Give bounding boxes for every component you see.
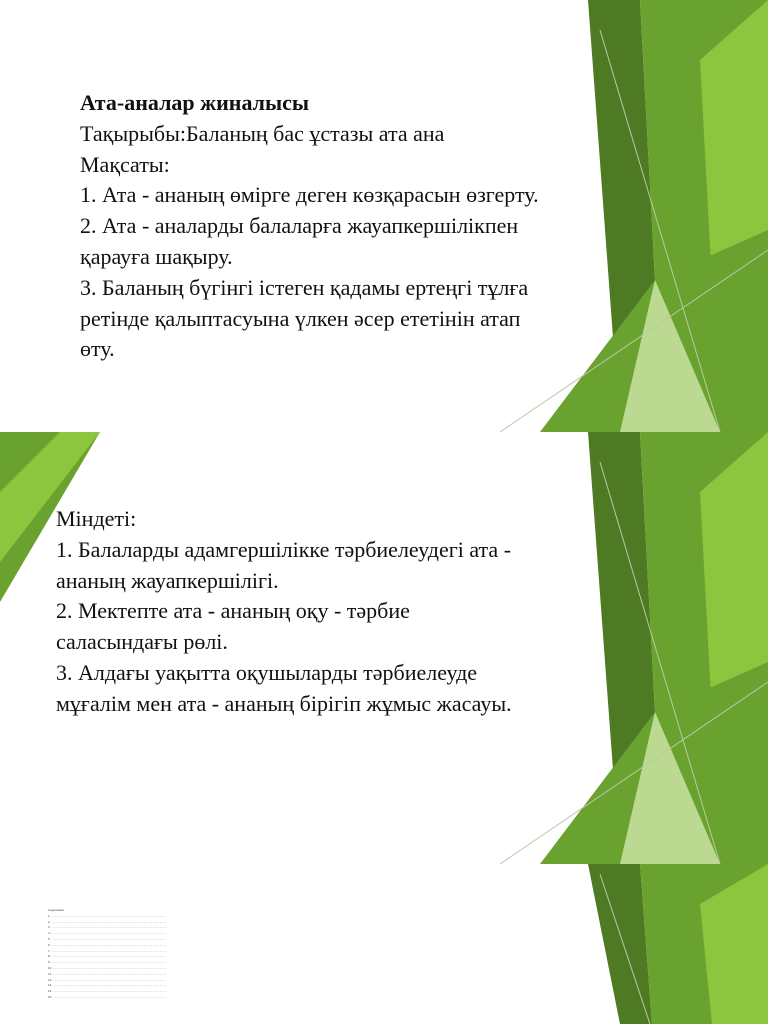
task-item: мұғалім мен ата - ананың бірігіп жұмыс жасауы. (56, 690, 512, 716)
questionnaire-line: 4. .......................................................................................................................................... (48, 931, 167, 936)
questionnaire-text (48, 908, 588, 1001)
goal-item: өту. (80, 336, 115, 362)
goal-item: 2. Ата - аналарды балаларға жауапкершілікпен (80, 213, 519, 239)
questionnaire-line: 15. ........................................................................................................................................ (48, 994, 167, 999)
task-item: 2. Мектепте ата - ананың оқу - тәрбие (56, 598, 410, 624)
questionnaire-line: Сауалнама (48, 908, 64, 912)
tasks-heading: Міндеті: (56, 506, 137, 531)
slide-3 (0, 864, 768, 1024)
task-item: 1. Балаларды адамгершілікке тәрбиелеудегі ата - (56, 536, 512, 562)
task-item: 3. Алдағы уақытта оқушыларды тәрбиелеуде (56, 659, 478, 685)
goal-item: қарауға шақыру. (80, 243, 233, 269)
task-item: саласындағы рөлі. (56, 629, 228, 655)
questionnaire-line: 3. .......................................................................................................................................... (48, 925, 167, 930)
goal-item: ретінде қалыптасуына үлкен әсер ететінін атап (80, 305, 521, 331)
task-item: ананың жауапкершілігі. (56, 567, 279, 593)
goal-item: 3. Баланың бүгінгі істеген қадамы ертеңгі тұлға (80, 274, 529, 300)
questionnaire-line: 11. ........................................................................................................................................ (48, 971, 167, 976)
slide-1 (0, 0, 768, 432)
goals-heading: Мақсаты: (80, 151, 170, 177)
slide-2-text (56, 504, 616, 720)
questionnaire-line: 1. .......................................................................................................................................... (48, 913, 167, 918)
questionnaire-line: 13. ........................................................................................................................................ (48, 983, 167, 988)
questionnaire-line: 12. ........................................................................................................................................ (48, 977, 167, 982)
meeting-title: Ата-аналар жиналысы (80, 90, 310, 115)
topic-line: Тақырыбы:Баланың бас ұстазы ата ана (80, 120, 445, 146)
questionnaire-line: 6. .......................................................................................................................................... (48, 942, 167, 947)
questionnaire-line: 2. .......................................................................................................................................... (48, 919, 167, 924)
questionnaire-line: 14. ........................................................................................................................................ (48, 989, 167, 994)
questionnaire-line: 5. .......................................................................................................................................... (48, 936, 167, 941)
goal-item: 1. Ата - ананың өмірге деген көзқарасын өзгерту. (80, 182, 539, 208)
questionnaire-line: 9. .......................................................................................................................................... (48, 960, 167, 965)
slide-2 (0, 432, 768, 864)
questionnaire-line: 8. .......................................................................................................................................... (48, 954, 167, 959)
slide-1-text (80, 88, 625, 365)
questionnaire-line: 10. ........................................................................................................................................ (48, 965, 167, 970)
questionnaire-line: 7. .......................................................................................................................................... (48, 948, 167, 953)
